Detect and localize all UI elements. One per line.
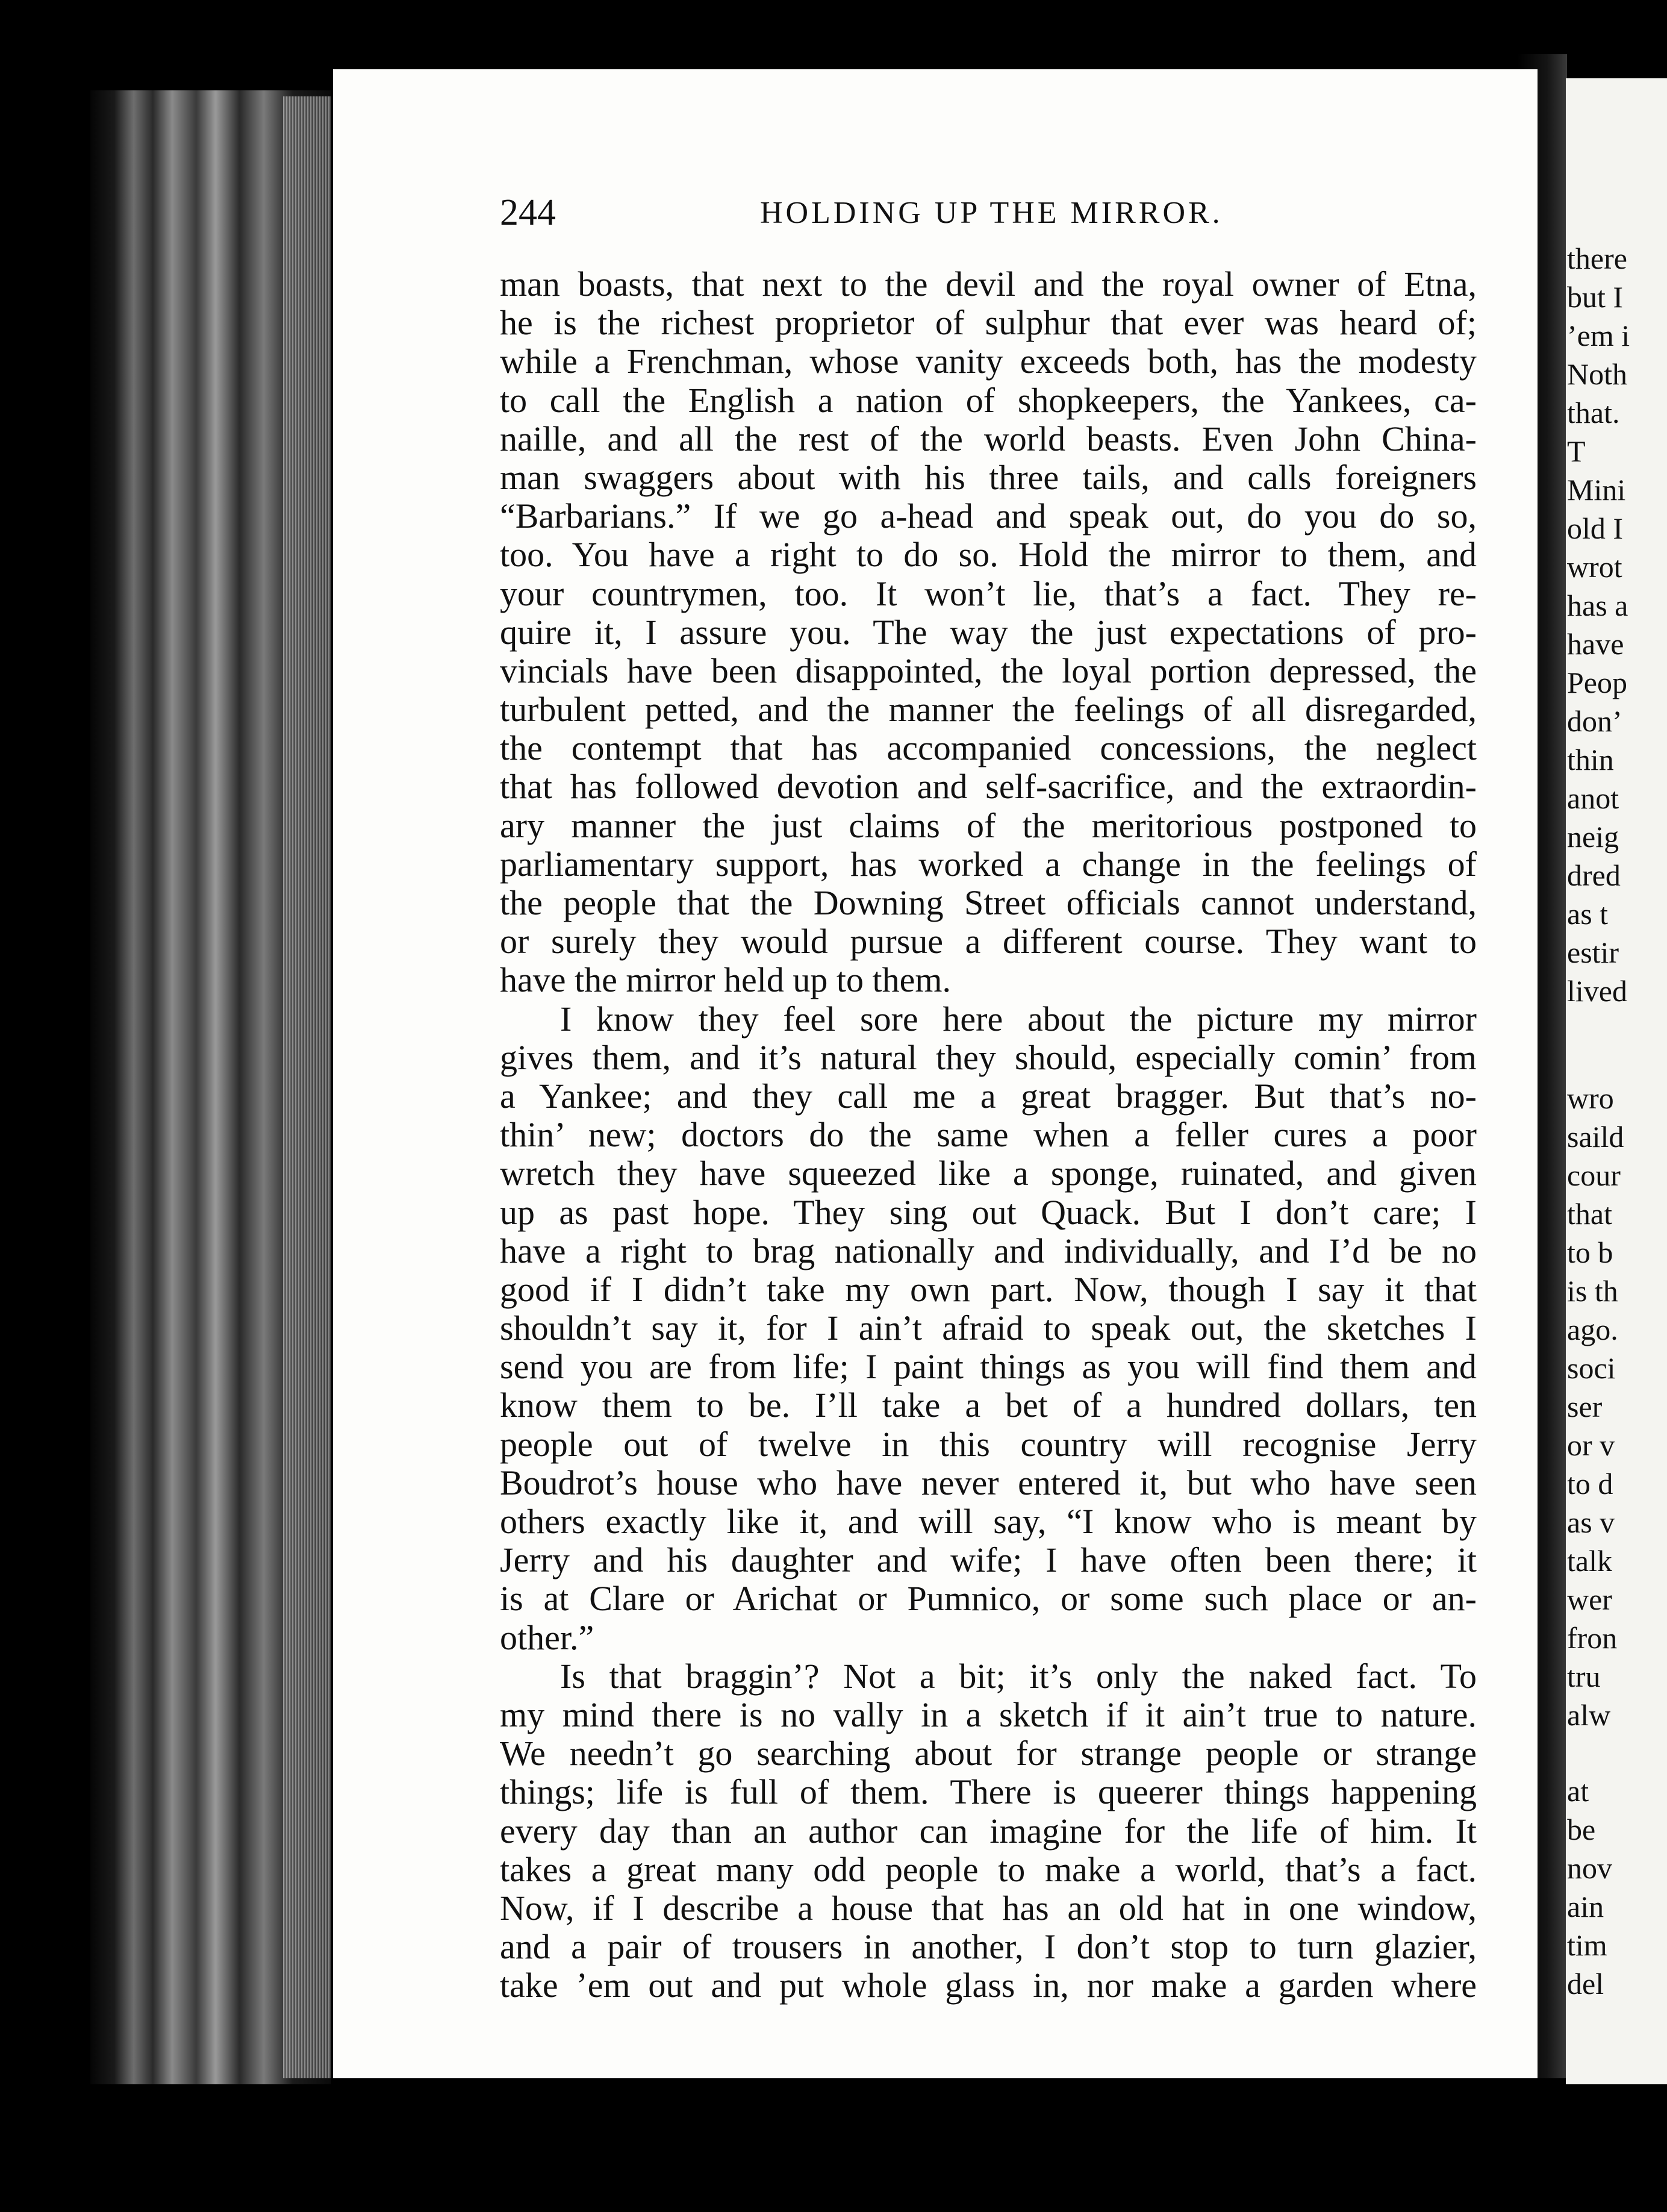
text-line: turbulent petted, and the manner the feelings of all disregarded, [500, 690, 1477, 730]
adjacent-page-text: lived [1567, 974, 1627, 1008]
adjacent-page-text: old I [1567, 511, 1624, 545]
adjacent-page-text: don’ [1567, 704, 1622, 738]
text-line: wretch they have squeezed like a sponge, ruinated, and given [500, 1154, 1477, 1193]
text-line: others exactly like it, and will say, “I know who is meant by [500, 1502, 1477, 1541]
adjacent-page-text: but I [1567, 280, 1624, 314]
adjacent-page-text: saild [1567, 1120, 1624, 1154]
adjacent-page-text: wrot [1567, 550, 1622, 584]
adjacent-page-text: or v [1567, 1428, 1615, 1462]
text-line: my mind there is no vally in a sketch if it ain’t true to nature. [500, 1695, 1477, 1734]
text-line: and a pair of trousers in another, I don’t stop to turn glazier, [500, 1927, 1477, 1967]
adjacent-page-text: alw [1567, 1698, 1611, 1732]
text-line: the people that the Downing Street officials cannot understand, [500, 883, 1477, 922]
running-head: HOLDING UP THE MIRROR. [760, 196, 1223, 230]
text-line: ary manner the just claims of the meritorious postponed to [500, 805, 1477, 845]
adjacent-page-text: be [1567, 1813, 1596, 1846]
adjacent-page-text: thin [1567, 743, 1614, 776]
text-line: Jerry and his daughter and wife; I have often been there; it [500, 1540, 1477, 1580]
adjacent-page-text: Peop [1567, 666, 1627, 699]
text-line: takes a great many odd people to make a world, that’s a fact. [500, 1849, 1477, 1889]
adjacent-page-text: nov [1567, 1851, 1612, 1885]
adjacent-page-text: fron [1567, 1621, 1618, 1655]
adjacent-page-text: ’em i [1567, 319, 1630, 352]
text-line: quire it, I assure you. The way the just expectations of pro- [500, 612, 1477, 652]
text-line: gives them, and it’s natural they should, especially comin’ from [500, 1037, 1477, 1077]
body-text [500, 265, 1477, 2005]
text-line: thin’ new; doctors do the same when a feller cures a poor [500, 1115, 1477, 1155]
adjacent-page-text: dred [1567, 858, 1621, 892]
text-line: naille, and all the rest of the world beasts. Even John China- [500, 419, 1477, 458]
text-line: take ’em out and put whole glass in, nor make a garden where [500, 1966, 1477, 2005]
adjacent-page-text: tru [1567, 1660, 1601, 1693]
text-line: to call the English a nation of shopkeepers, the Yankees, ca- [500, 380, 1477, 420]
text-line: man swaggers about with his three tails, and calls foreigners [500, 457, 1477, 497]
adjacent-page-text: at [1567, 1774, 1589, 1808]
adjacent-page-text: ser [1567, 1390, 1603, 1423]
text-line: Is that braggin’? Not a bit; it’s only the naked fact. To [560, 1656, 1477, 1696]
adjacent-page-text: is th [1567, 1274, 1618, 1308]
text-line: every day than an author can imagine for the life of him. It [500, 1811, 1477, 1851]
text-line: “Barbarians.” If we go a-head and speak out, do you do so, [500, 496, 1477, 536]
text-line: good if I didn’t take my own part. Now, though I say it that [500, 1269, 1477, 1309]
text-line: parliamentary support, has worked a change in the feelings of [500, 844, 1477, 884]
adjacent-page-text: T [1567, 434, 1586, 468]
adjacent-page-text: tim [1567, 1928, 1607, 1962]
text-line: up as past hope. They sing out Quack. But I don’t care; I [500, 1192, 1477, 1232]
text-line: things; life is full of them. There is queerer things happening [500, 1772, 1477, 1812]
text-line: he is the richest proprietor of sulphur that ever was heard of; [500, 303, 1477, 343]
text-line: while a Frenchman, whose vanity exceeds both, has the modesty [500, 342, 1477, 381]
adjacent-page-text: cour [1567, 1158, 1621, 1192]
adjacent-page-text: wro [1567, 1081, 1614, 1115]
adjacent-page-text: that. [1567, 396, 1620, 430]
adjacent-page-text: there [1567, 242, 1627, 275]
text-line: vincials have been disappointed, the loyal portion depressed, the [500, 651, 1477, 690]
text-line: have a right to brag nationally and individually, and I’d be no [500, 1231, 1477, 1270]
adjacent-page-text: to b [1567, 1236, 1613, 1269]
adjacent-page-text: del [1567, 1967, 1604, 2001]
text-line: too. You have a right to do so. Hold the mirror to them, and [500, 535, 1477, 575]
text-line: the contempt that has accompanied concessions, the neglect [500, 728, 1477, 768]
adjacent-page-text: ago. [1567, 1313, 1618, 1346]
text-line: I know they feel sore here about the picture my mirror [560, 999, 1477, 1039]
text-line: have the mirror held up to them. [500, 960, 951, 1000]
text-line: man boasts, that next to the devil and the royal owner of Etna, [500, 264, 1477, 304]
text-line: shouldn’t say it, for I ain’t afraid to speak out, the sketches I [500, 1308, 1477, 1348]
adjacent-page-text: anot [1567, 781, 1619, 815]
text-line: Boudrot’s house who have never entered it, but who have seen [500, 1463, 1477, 1502]
text-line: send you are from life; I paint things as you will find them and [500, 1347, 1477, 1387]
adjacent-page-text: as v [1567, 1505, 1615, 1539]
page-number: 244 [500, 192, 556, 233]
adjacent-page-text: neig [1567, 820, 1619, 854]
text-line: We needn’t go searching about for strange people or strange [500, 1734, 1477, 1773]
adjacent-page-text: soci [1567, 1351, 1616, 1385]
text-line: know them to be. I’ll take a bet of a hundred dollars, ten [500, 1386, 1477, 1425]
adjacent-page-text: as t [1567, 897, 1609, 931]
adjacent-page-text: talk [1567, 1544, 1612, 1578]
text-line: your countrymen, too. It won’t lie, that’s a fact. They re- [500, 573, 1477, 613]
text-line: other.” [500, 1617, 594, 1657]
text-line: that has followed devotion and self-sacrifice, and the extraordin- [500, 767, 1477, 807]
adjacent-page-text: have [1567, 627, 1624, 661]
text-line: Now, if I describe a house that has an old hat in one window, [500, 1888, 1477, 1928]
adjacent-page-fragment [1566, 78, 1667, 2084]
adjacent-page-text: wer [1567, 1582, 1612, 1616]
adjacent-page-text: Mini [1567, 473, 1626, 507]
adjacent-page-text: estir [1567, 936, 1619, 969]
adjacent-page-text: ain [1567, 1890, 1604, 1923]
adjacent-page-text: Noth [1567, 357, 1627, 391]
adjacent-page-text: has a [1567, 589, 1628, 622]
text-line: is at Clare or Arichat or Pumnico, or some such place or an- [500, 1579, 1477, 1619]
text-line: people out of twelve in this country will recognise Jerry [500, 1424, 1477, 1464]
page-header [500, 192, 1265, 240]
adjacent-page-text: to d [1567, 1467, 1613, 1501]
adjacent-page-text: that [1567, 1197, 1612, 1231]
text-line: or surely they would pursue a different course. They want to [500, 922, 1477, 961]
page-edges [283, 96, 331, 2078]
text-line: a Yankee; and they call me a great bragger. But that’s no- [500, 1076, 1477, 1116]
